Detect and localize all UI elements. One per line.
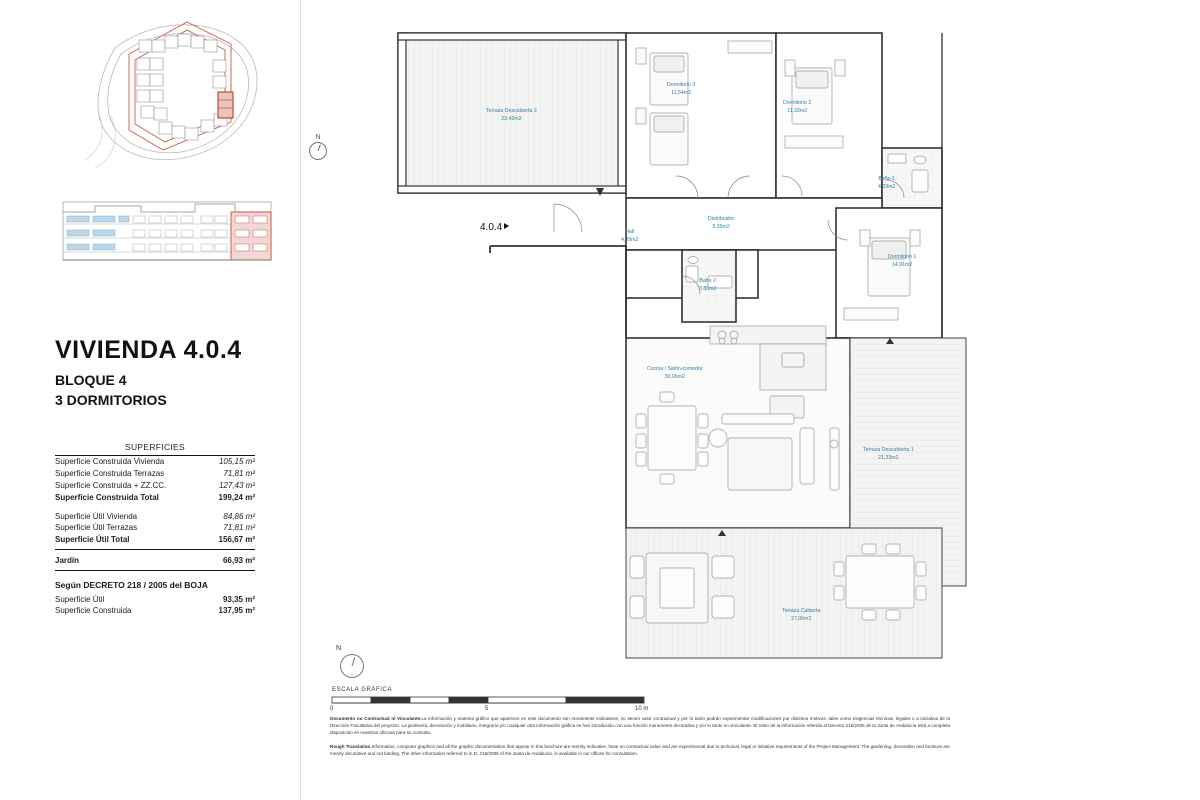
- table-row-garden: [55, 554, 255, 566]
- row-value: 105,15 m²: [218, 457, 255, 467]
- table-row: [55, 510, 255, 522]
- row-label: Superficie Útil Terrazas: [55, 523, 138, 533]
- room-label: Terraza Descubierta 1 21,33m2: [863, 447, 914, 461]
- entrance-arrow-icon: [504, 223, 509, 229]
- row-value: 93,35 m²: [222, 594, 255, 604]
- row-label: Superficie Construida + ZZ.CC.: [55, 480, 167, 490]
- decreto-section: [55, 580, 255, 617]
- legal-es: [330, 716, 950, 737]
- row-label: Superficie Útil Total: [55, 535, 130, 545]
- block-subtitle: BLOQUE 4: [55, 372, 127, 388]
- scale-tick-0: 0: [330, 706, 334, 712]
- room-label: Baño 1 4,29m2: [878, 176, 896, 190]
- row-value: 137,95 m²: [218, 606, 255, 616]
- table-row-total: [55, 491, 255, 503]
- compass-needle-icon: [309, 142, 327, 160]
- bedrooms-subtitle: 3 DORMITORIOS: [55, 392, 167, 408]
- row-label: Jardín: [55, 555, 80, 565]
- row-value: 84,86 m²: [223, 511, 255, 521]
- row-label: Superficie Construida Total: [55, 492, 159, 502]
- row-value: 127,43 m²: [218, 480, 255, 490]
- scale-graphic: [330, 695, 680, 717]
- room-label: Cocina / Salón-comedor 30,06m2: [647, 366, 703, 380]
- legal-en-title: Rough Translation.: [330, 743, 372, 749]
- scale-title: ESCALA GRÁFICA: [332, 687, 393, 693]
- page-title: VIVIENDA 4.0.4: [55, 336, 242, 364]
- unit-tag-label: 4.0.4: [480, 222, 503, 233]
- site-plan-diagram: [55, 10, 275, 170]
- surfaces-heading: SUPERFICIES: [55, 442, 255, 456]
- legal-en: [330, 744, 950, 758]
- table-row: [55, 468, 255, 480]
- scale-tick-10: 10 m: [635, 706, 649, 712]
- row-label: Superficie Construida: [55, 606, 132, 616]
- north-compass-site: [305, 134, 331, 166]
- legal-es-body: La información y material gráfico que aparecen en este documento son meramente indicativos, no tienen valor contractual y por lo tanto podrán experimentar modificaciones por distintos motivos, tales como exigencias técnicas, legales o a iniciativa de la Dirección Facultativa del proyecto. La jardinería, decoración y mobiliario, integraría y/o cualquier otra información gráfica se han introducido con una función meramente decorativa y por lo tanto no vinculante. El resto de la información referida al Decreto 218/2005 de la Junta de Andalucía está a completa disposición en nuestras oficinas para su consulta.: [330, 716, 951, 735]
- floor-plan-drawing: [330, 8, 1190, 708]
- legal-es-title: Documento no Contractual ni Vinculante.: [330, 716, 422, 721]
- highlighted-unit-marker: [218, 92, 233, 118]
- room-label: Terraza Descubierta 2 23,42m2: [486, 108, 537, 122]
- left-column: [55, 10, 321, 617]
- table-row: [55, 456, 255, 468]
- room-label: Distribuidor 5,35m2: [708, 216, 735, 230]
- decreto-title: Según DECRETO 218 / 2005 del BOJA: [55, 580, 208, 591]
- table-row: [55, 593, 255, 605]
- scale-bar-block: [330, 645, 690, 717]
- north-label: N: [336, 645, 342, 652]
- column-divider: [300, 0, 301, 800]
- legal-en-body: Information, computer graphics and all the graphic documentation that appear in this brochure are merely indicative, have no contractual value and are experimental due to technical, legal or initiative requirements of the Project Management. The gardening, decoration and furniture are merely decorative and not binding. The other information referred to in D. 218/2005 of the Junta de Andalucía, is available in our offices for consultation.: [330, 743, 950, 756]
- row-label: Superficie Construida Terrazas: [55, 469, 165, 479]
- table-row: [55, 605, 255, 617]
- room-label: Dormitorio 1 14,91m2: [888, 254, 917, 268]
- building-elevation-diagram: [55, 194, 280, 266]
- row-label: Superficie Útil Vivienda: [55, 511, 138, 521]
- room-label: Hall 4,39m2: [621, 229, 639, 243]
- north-compass-plan: [334, 645, 374, 685]
- row-value: 66,93 m²: [222, 555, 255, 565]
- room-label: Baño 2 3,86m2: [699, 278, 717, 292]
- row-label: Superficie Construida Vivienda: [55, 457, 165, 467]
- unit-entrance-tag: [480, 222, 509, 233]
- row-value: 71,81 m²: [223, 469, 255, 479]
- scale-tick-5: 5: [485, 706, 489, 712]
- room-label: Dormitorio 3 11,54m2: [667, 82, 696, 96]
- divider: [55, 549, 255, 550]
- row-value: 156,67 m²: [218, 535, 255, 545]
- compass-needle-icon: [340, 654, 364, 678]
- room-label: Terraza Cubierta 27,06m2: [782, 608, 821, 622]
- table-row-total: [55, 534, 255, 546]
- room-label: Dormitorio 2 11,33m2: [783, 100, 812, 114]
- table-row: [55, 480, 255, 492]
- north-label: N: [315, 134, 321, 141]
- row-value: 199,24 m²: [218, 492, 255, 502]
- row-value: 71,81 m²: [223, 523, 255, 533]
- table-row: [55, 522, 255, 534]
- row-label: Superficie Útil: [55, 594, 105, 604]
- legal-disclaimer: [330, 716, 950, 764]
- surfaces-table: [55, 442, 255, 617]
- title-block: [55, 336, 285, 408]
- divider: [55, 570, 255, 571]
